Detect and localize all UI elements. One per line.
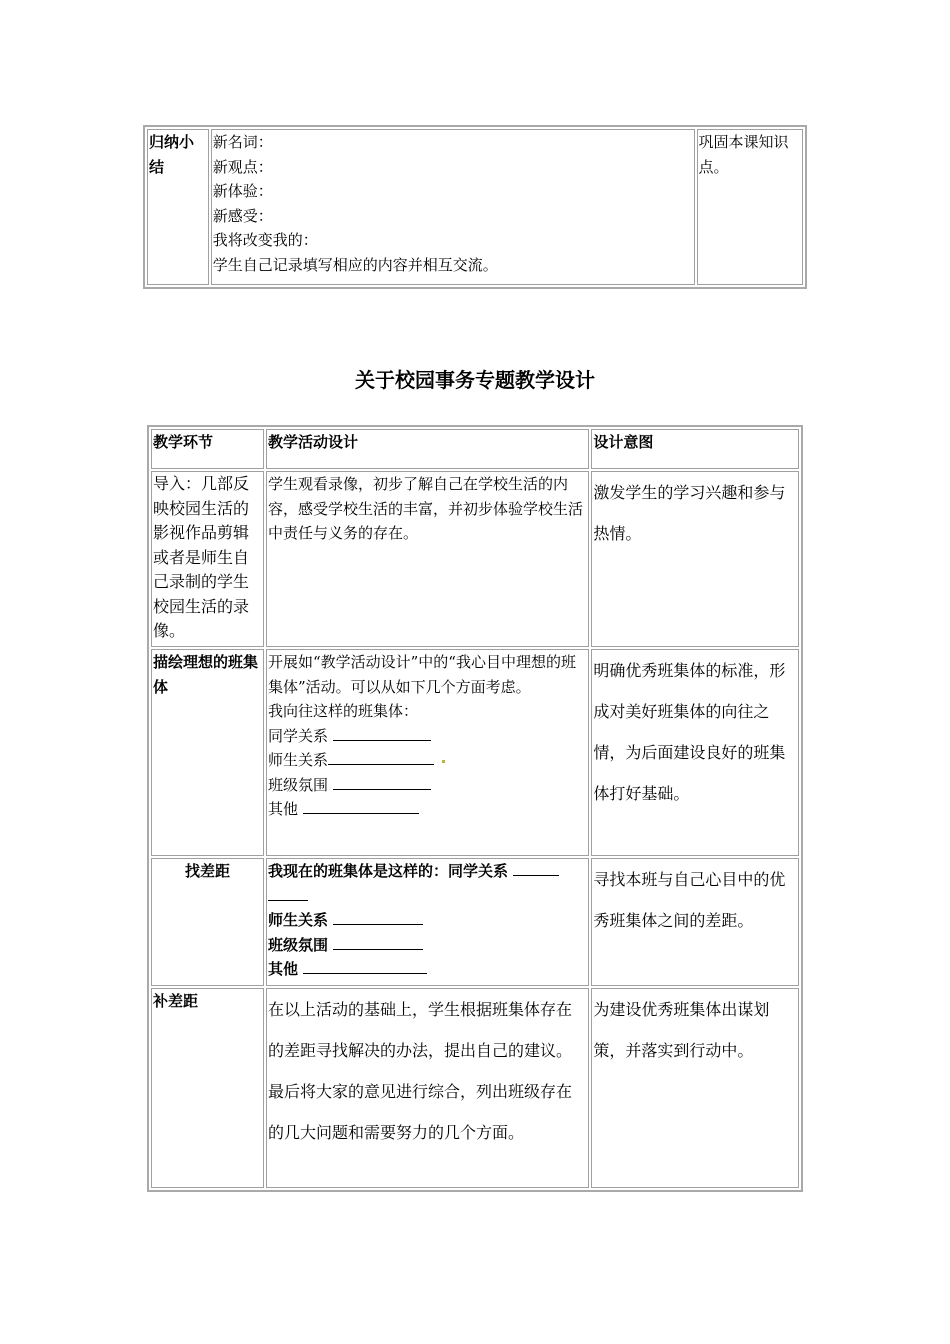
row2-lead: 我向往这样的班集体： xyxy=(267,702,418,720)
item-label: 其他 xyxy=(267,800,298,818)
summary-line: 新名词： xyxy=(212,133,273,151)
summary-line: 学生自己记录填写相应的内容并相互交流。 xyxy=(212,255,498,274)
row1-intent: 激发学生的学习兴趣和参与热情。 xyxy=(591,471,799,647)
table-row xyxy=(151,471,799,647)
table-row xyxy=(147,129,803,285)
row1-activity: 学生观看录像，初步了解自己在学校生活的内容，感受学校生活的丰富，并初步体验学校生活中责任与义务的存在。 xyxy=(266,471,589,647)
row4-activity: 在以上活动的基础上，学生根据班集体存在的差距寻找解决的办法，提出自己的建议。最后将大家的意见进行综合，列出班级存在的几大问题和需要努力的几个方面。 xyxy=(266,988,589,1188)
row2-intro: 开展如“教学活动设计”中的“我心目中理想的班集体”活动。可以从如下几个方面考虑。 xyxy=(267,653,576,696)
summary-table xyxy=(143,125,807,289)
header-intent: 设计意图 xyxy=(591,429,799,469)
fill-blank xyxy=(303,958,427,974)
fill-blank xyxy=(333,909,423,925)
table-row xyxy=(151,649,799,856)
fill-blank xyxy=(328,749,434,765)
item-label: 师生关系 xyxy=(267,751,328,769)
row3-stage: 找差距 xyxy=(151,858,264,986)
table-header-row xyxy=(151,429,799,469)
fill-blank xyxy=(268,885,308,901)
item-label: 其他 xyxy=(267,960,298,978)
item-label: 师生关系 xyxy=(267,911,328,929)
row3-lead: 我现在的班集体是这样的：同学关系 xyxy=(267,862,508,880)
fill-blank xyxy=(333,725,431,741)
header-stage: 教学环节 xyxy=(151,429,264,469)
row2-activity xyxy=(266,649,589,856)
summary-label: 归纳小结 xyxy=(147,129,209,285)
summary-line: 我将改变我的： xyxy=(212,231,318,249)
summary-intent: 巩固本课知识点。 xyxy=(697,129,804,285)
summary-content xyxy=(211,129,695,285)
row4-stage: 补差距 xyxy=(151,988,264,1188)
summary-line: 新感受： xyxy=(212,206,273,225)
summary-line: 新体验： xyxy=(212,182,273,200)
fill-blank xyxy=(333,934,423,950)
page-title: 关于校园事务专题教学设计 xyxy=(355,368,595,392)
row2-intent: 明确优秀班集体的标准，形成对美好班集体的向往之情，为后面建设良好的班集体打好基础。 xyxy=(591,649,799,856)
design-table xyxy=(147,425,803,1192)
item-label: 同学关系 xyxy=(267,726,328,745)
fill-blank xyxy=(303,798,419,814)
list-item xyxy=(268,773,587,798)
table-row xyxy=(151,988,799,1188)
fill-blank xyxy=(333,774,431,790)
row1-stage: 导入：几部反映校园生活的影视作品剪辑或者是师生自己录制的学生校园生活的录像。 xyxy=(151,471,264,647)
list-item xyxy=(268,908,587,933)
item-label: 班级氛围 xyxy=(267,775,328,794)
row2-stage: 描绘理想的班集体 xyxy=(151,649,264,856)
header-activity: 教学活动设计 xyxy=(266,429,589,469)
list-item xyxy=(268,748,587,773)
table-row xyxy=(151,858,799,986)
list-item xyxy=(268,933,587,958)
dot-mark xyxy=(442,760,445,763)
list-item xyxy=(268,957,587,982)
list-item xyxy=(268,724,587,749)
list-item xyxy=(268,797,587,822)
row3-activity xyxy=(266,858,589,986)
summary-line: 新观点： xyxy=(212,157,273,176)
fill-blank xyxy=(513,860,559,876)
row3-intent: 寻找本班与自己心目中的优秀班集体之间的差距。 xyxy=(591,858,799,986)
row4-intent: 为建设优秀班集体出谋划策，并落实到行动中。 xyxy=(591,988,799,1188)
item-label: 班级氛围 xyxy=(267,935,328,954)
